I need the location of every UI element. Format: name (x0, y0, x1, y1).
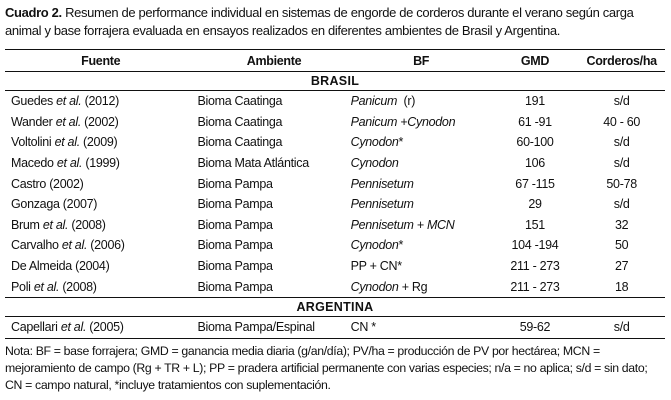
cell-corderos: 32 (615, 217, 629, 232)
table-row (5, 153, 665, 174)
et-al: et al. (60, 320, 87, 335)
table-caption (5, 4, 667, 40)
table-row (5, 256, 665, 277)
author-name: Voltolini (11, 135, 55, 150)
cell-gmd: 151 (525, 217, 545, 232)
cell-fuente (5, 235, 196, 256)
bf-species: Cynodon (350, 279, 399, 294)
cell-corderos: s/d (613, 197, 630, 212)
cell-ambiente: Bioma Caatinga (197, 94, 283, 109)
cell-gmd: 191 (525, 94, 545, 109)
cell-ambiente: Bioma Pampa (197, 217, 273, 232)
cell-corderos: 40 - 60 (603, 114, 641, 129)
cell-gmd: 106 (525, 156, 545, 171)
author-year: (2006) (87, 238, 125, 253)
et-al: et al. (56, 94, 82, 109)
cell-ambiente: Bioma Pampa/Espinal (196, 316, 350, 338)
author-year: (2009) (79, 135, 118, 150)
bf-text: PP + CN* (350, 259, 402, 274)
cell-gmd: 60-100 (516, 135, 554, 150)
cell-fuente (5, 316, 196, 338)
bf-species: Panicum +Cynodon (350, 114, 456, 129)
author-name: Gonzaga (2007) (11, 197, 98, 212)
header-ambiente: Ambiente (196, 50, 350, 72)
cell-corderos: s/d (613, 94, 630, 109)
performance-table (5, 49, 665, 339)
et-al: et al. (55, 114, 81, 129)
caption-text: Resumen de performance individual en sistemas de engorde de corderos durante el verano según carga animal y base forrajera evaluada en ensayos realizados en diferentes ambientes de Brasil y Argentina. (5, 5, 634, 38)
bf-text: * (398, 238, 404, 253)
cell-ambiente: Bioma Caatinga (197, 114, 283, 129)
cell-gmd: 67 -115 (515, 176, 555, 191)
cell-ambiente: Bioma Pampa (197, 259, 273, 274)
table-row (5, 194, 665, 215)
cell-fuente (5, 194, 196, 215)
author-year: (1999) (82, 156, 120, 171)
cell-bf (351, 132, 492, 153)
table-row (5, 235, 665, 256)
cell-ambiente: Bioma Pampa (197, 176, 273, 191)
bf-text: CN * (350, 320, 376, 335)
author-name: Castro (2002) (11, 176, 84, 191)
cell-gmd: 104 -194 (511, 238, 559, 253)
cell-ambiente: Bioma Pampa (197, 197, 273, 212)
section-row-brasil (5, 72, 665, 91)
cell-gmd: 61 -91 (518, 114, 552, 129)
cell-gmd: 59-62 (492, 316, 579, 338)
et-al: et al. (33, 279, 60, 294)
cell-corderos: 50 (615, 238, 629, 253)
author-year: (2002) (81, 114, 119, 129)
bf-species: Cynodon (350, 238, 399, 253)
bf-species: Pennisetum (350, 176, 414, 191)
cell-ambiente: Bioma Caatinga (197, 135, 283, 150)
table-row (5, 215, 665, 236)
bf-species: Panicum (350, 94, 398, 109)
cell-gmd: 211 - 273 (510, 259, 560, 274)
cell-ambiente: Bioma Pampa (197, 279, 273, 294)
cell-bf (351, 173, 492, 194)
cell-corderos: 18 (615, 279, 629, 294)
author-name: Guedes (11, 94, 57, 109)
cell-corderos: 50-78 (606, 176, 637, 191)
bf-species: Pennisetum + MCN (350, 217, 455, 232)
author-year: (2008) (59, 279, 97, 294)
author-name: Capellari (11, 320, 61, 335)
cell-bf (351, 235, 492, 256)
et-al: et al. (56, 156, 83, 171)
bf-species: Cynodon (350, 135, 399, 150)
cell-fuente (5, 215, 196, 236)
cell-fuente (5, 153, 196, 174)
cell-ambiente: Bioma Pampa (197, 238, 273, 253)
bf-text: + Rg (398, 279, 428, 294)
cell-bf (351, 316, 492, 338)
cell-bf (351, 153, 492, 174)
cell-fuente (5, 132, 196, 153)
cell-corderos: s/d (613, 156, 630, 171)
cell-ambiente: Bioma Mata Atlántica (197, 156, 309, 171)
author-name: Wander (11, 114, 56, 129)
header-gmd: GMD (492, 50, 579, 72)
header-bf: BF (351, 50, 492, 72)
cell-corderos: s/d (578, 316, 665, 338)
cell-fuente (5, 173, 196, 194)
caption-label: Cuadro 2. (5, 5, 62, 20)
bf-text: * (398, 135, 404, 150)
header-row (5, 50, 665, 72)
author-name: Macedo (11, 156, 57, 171)
cell-fuente (5, 112, 196, 133)
author-name: Brum (11, 217, 43, 232)
cell-corderos: 27 (615, 259, 629, 274)
cell-fuente (5, 256, 196, 277)
et-al: et al. (42, 217, 69, 232)
cell-gmd: 29 (528, 197, 542, 212)
author-name: Carvalho (11, 238, 62, 253)
cell-bf (351, 256, 492, 277)
bf-species: Cynodon (350, 156, 399, 171)
table-row (5, 316, 665, 338)
et-al: et al. (61, 238, 88, 253)
et-al: et al. (54, 135, 80, 150)
author-year: (2005) (86, 320, 124, 335)
table-row (5, 173, 665, 194)
header-fuente: Fuente (5, 50, 196, 72)
cell-bf (351, 112, 492, 133)
section-label-brasil: BRASIL (5, 72, 665, 91)
author-name: Poli (11, 279, 34, 294)
cell-fuente (5, 276, 196, 297)
cell-bf (351, 194, 492, 215)
table-row (5, 276, 665, 297)
section-label-argentina: ARGENTINA (5, 297, 665, 316)
cell-bf (351, 91, 492, 112)
bf-species: Pennisetum (350, 197, 414, 212)
author-name: De Almeida (2004) (11, 259, 110, 274)
section-row-argentina (5, 297, 665, 316)
cell-fuente (5, 91, 196, 112)
cell-bf (351, 276, 492, 297)
table-row (5, 132, 665, 153)
table-note: Nota: BF = base forrajera; GMD = ganancia media diaria (g/an/día); PV/ha = producción de PV por hectárea; MCN = mejoramiento de campo (Rg + TR + L); PP = pradera artificial permanente con varias especies; n/a = no aplica; s/d = sin dato; CN = campo natural, *incluye tratamientos con suplementación. (5, 344, 648, 392)
table-row (5, 112, 665, 133)
table-row (5, 91, 665, 112)
author-year: (2012) (81, 94, 119, 109)
cell-gmd: 211 - 273 (510, 279, 560, 294)
author-year: (2008) (68, 217, 106, 232)
cell-bf (351, 215, 492, 236)
bf-text: (r) (397, 94, 416, 109)
header-corderos: Corderos/ha (578, 50, 665, 72)
cell-corderos: s/d (613, 135, 630, 150)
